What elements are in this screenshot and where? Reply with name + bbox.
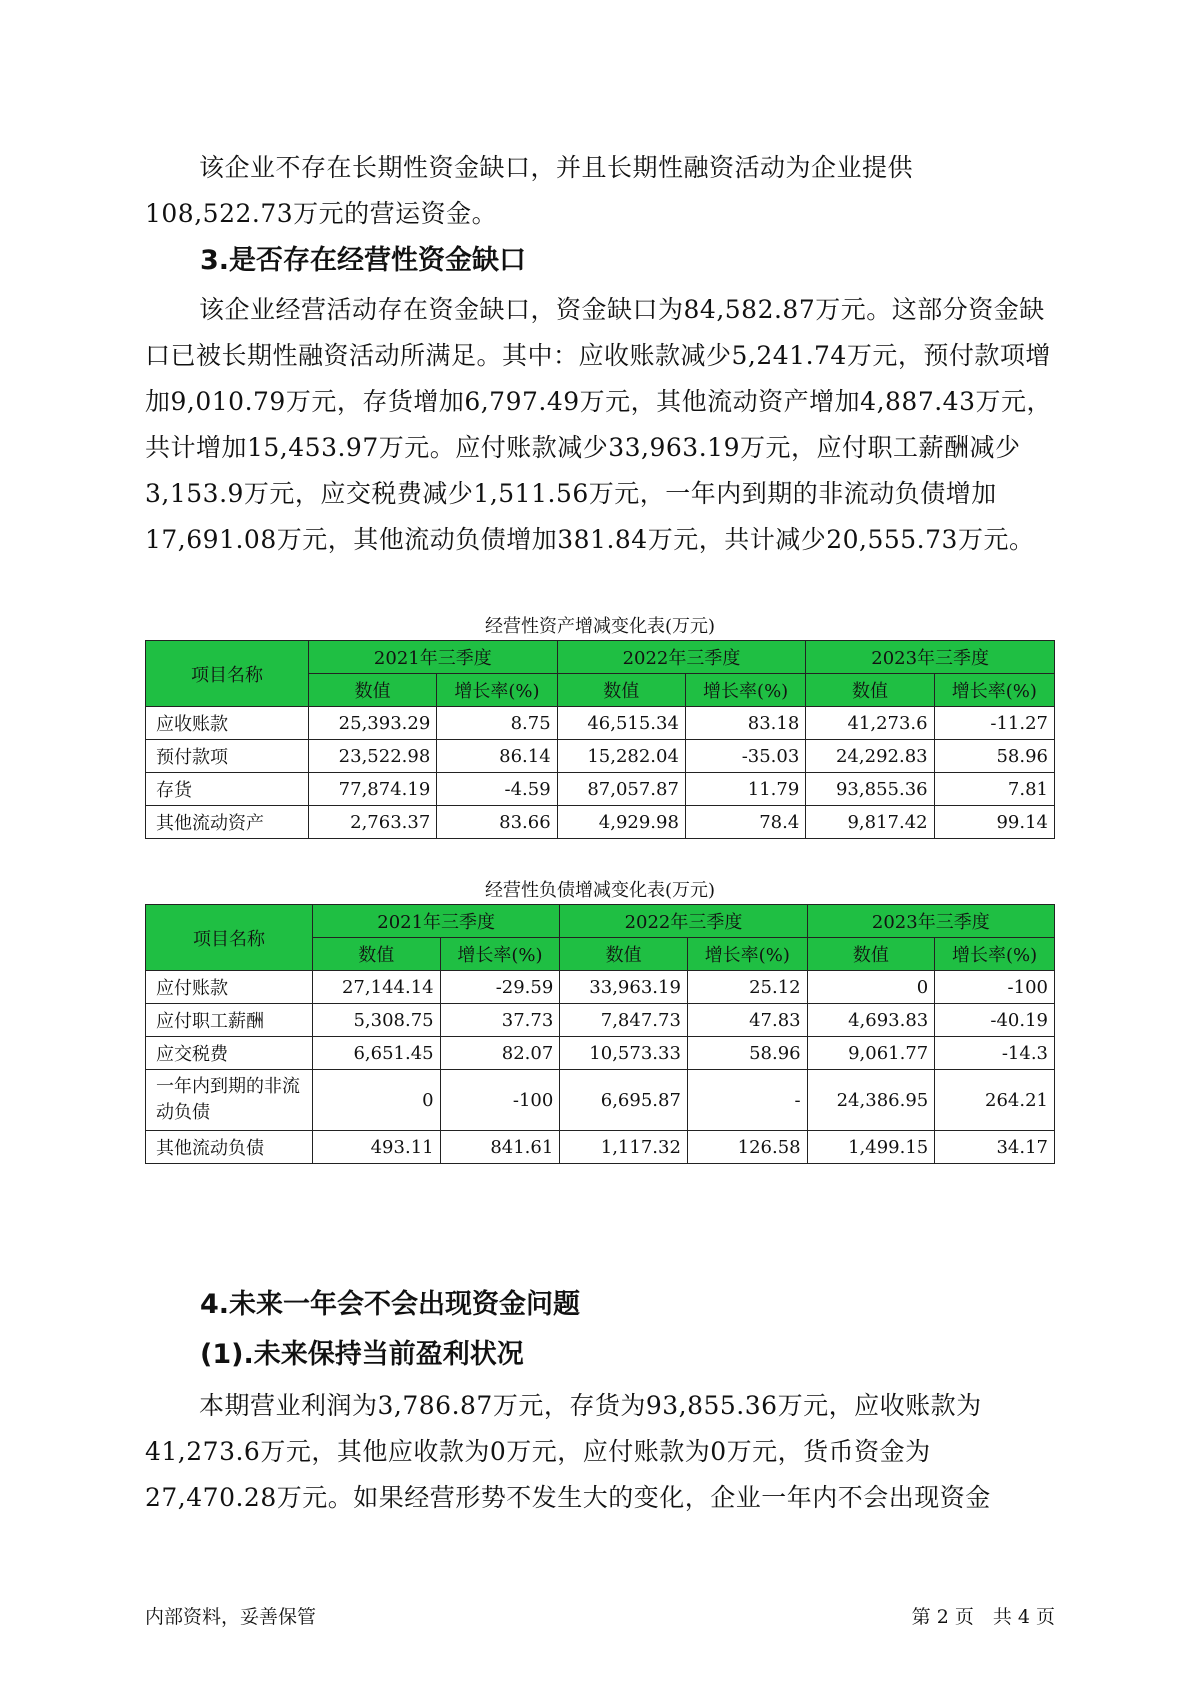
- period-header: 2022年三季度: [557, 641, 806, 674]
- table-cell: 8.75: [437, 707, 557, 740]
- table-cell: -29.59: [440, 971, 560, 1004]
- table-cell: 82.07: [440, 1037, 560, 1070]
- row-label: 应付账款: [146, 971, 313, 1004]
- heading-future-funding: 4.未来一年会不会出现资金问题: [200, 1289, 581, 1320]
- name-header: 项目名称: [146, 641, 309, 707]
- table-cell: 9,061.77: [807, 1037, 935, 1070]
- paragraph-current-profit: 本期营业利润为3,786.87万元，存货为93,855.36万元，应收账款为41,273.6万元，其他应收款为0万元，应付账款为0万元，货币资金为27,470.28万元。如果经营形势不发生大的变化，企业一年内不会出现资金: [145, 1391, 991, 1512]
- table-row: [146, 1070, 1055, 1131]
- table-cell: -4.59: [437, 773, 557, 806]
- growth-header: 增长率(%): [935, 938, 1055, 971]
- table-cell: 10,573.33: [560, 1037, 688, 1070]
- table-cell: 9,817.42: [806, 806, 934, 839]
- table-cell: 24,386.95: [807, 1070, 935, 1131]
- asset-table: [145, 640, 1055, 839]
- growth-header: 增长率(%): [934, 674, 1054, 707]
- paragraph-long-term-financing: 该企业不存在长期性资金缺口，并且长期性融资活动为企业提供108,522.73万元的营运资金。: [145, 153, 914, 228]
- subheading-current-profit: (1).未来保持当前盈利状况: [200, 1339, 524, 1370]
- table-cell: 126.58: [687, 1131, 807, 1164]
- table-cell: 99.14: [934, 806, 1054, 839]
- growth-header: 增长率(%): [687, 938, 807, 971]
- row-label: 其他流动负债: [146, 1131, 313, 1164]
- table-row: [146, 806, 1055, 839]
- row-label: 应付职工薪酬: [146, 1004, 313, 1037]
- table-cell: 83.66: [437, 806, 557, 839]
- table-cell: -100: [935, 971, 1055, 1004]
- table-cell: 7.81: [934, 773, 1054, 806]
- table-cell: 33,963.19: [560, 971, 688, 1004]
- row-label: 存货: [146, 773, 309, 806]
- table-cell: -11.27: [934, 707, 1054, 740]
- table-cell: 93,855.36: [806, 773, 934, 806]
- table-cell: 86.14: [437, 740, 557, 773]
- asset-table-caption: 经营性资产增减变化表(万元): [484, 616, 716, 637]
- table-cell: 4,693.83: [807, 1004, 935, 1037]
- table-cell: 6,651.45: [313, 1037, 441, 1070]
- paragraph-operating-gap: 该企业经营活动存在资金缺口，资金缺口为84,582.87万元。这部分资金缺口已被长期性融资活动所满足。其中：应收账款减少5,241.74万元，预付款项增加9,010.79万元，存货增加6,797.49万元，其他流动资产增加4,887.43万元，共计增加15,453.97万元。应付账款减少33,963.19万元，应付职工薪酬减少3,153.9万元，应交税费减少1,511.56万元，一年内到期的非流动负债增加17,691.08万元，其他流动负债增加381.84万元，共计减少20,555.73万元。: [145, 295, 1052, 554]
- table-row: [146, 1131, 1055, 1164]
- period-header: 2021年三季度: [309, 641, 558, 674]
- table-cell: 7,847.73: [560, 1004, 688, 1037]
- table-row: [146, 773, 1055, 806]
- table-cell: 58.96: [687, 1037, 807, 1070]
- row-label: 预付款项: [146, 740, 309, 773]
- table-cell: 0: [807, 971, 935, 1004]
- table-cell: 37.73: [440, 1004, 560, 1037]
- table-cell: 1,117.32: [560, 1131, 688, 1164]
- liability-table: [145, 904, 1055, 1164]
- footer-confidential: 内部资料，妥善保管: [145, 1606, 317, 1628]
- footer-page-number: 第 2 页 共 4 页: [911, 1606, 1055, 1628]
- table-cell: 25.12: [687, 971, 807, 1004]
- table-cell: 83.18: [685, 707, 805, 740]
- table-cell: 47.83: [687, 1004, 807, 1037]
- table-cell: 46,515.34: [557, 707, 685, 740]
- table-cell: 264.21: [935, 1070, 1055, 1131]
- growth-header: 增长率(%): [437, 674, 557, 707]
- table-cell: 5,308.75: [313, 1004, 441, 1037]
- table-cell: -40.19: [935, 1004, 1055, 1037]
- table-row: [146, 971, 1055, 1004]
- table-cell: 87,057.87: [557, 773, 685, 806]
- period-header: 2023年三季度: [806, 641, 1055, 674]
- row-label: 一年内到期的非流动负债: [146, 1070, 313, 1131]
- table-cell: 0: [313, 1070, 441, 1131]
- table-cell: 24,292.83: [806, 740, 934, 773]
- row-label: 其他流动资产: [146, 806, 309, 839]
- table-cell: -35.03: [685, 740, 805, 773]
- table-cell: 77,874.19: [309, 773, 437, 806]
- table-cell: 841.61: [440, 1131, 560, 1164]
- value-header: 数值: [806, 674, 934, 707]
- table-row: [146, 1037, 1055, 1070]
- period-header: 2022年三季度: [560, 905, 807, 938]
- value-header: 数值: [560, 938, 688, 971]
- row-label: 应交税费: [146, 1037, 313, 1070]
- table-cell: 23,522.98: [309, 740, 437, 773]
- table-row: [146, 740, 1055, 773]
- table-cell: 41,273.6: [806, 707, 934, 740]
- table-cell: 4,929.98: [557, 806, 685, 839]
- table-cell: 11.79: [685, 773, 805, 806]
- table-cell: 6,695.87: [560, 1070, 688, 1131]
- table-cell: 78.4: [685, 806, 805, 839]
- table-cell: 2,763.37: [309, 806, 437, 839]
- row-label: 应收账款: [146, 707, 309, 740]
- name-header: 项目名称: [146, 905, 313, 971]
- liability-table-caption: 经营性负债增减变化表(万元): [484, 880, 716, 901]
- table-cell: 34.17: [935, 1131, 1055, 1164]
- value-header: 数值: [807, 938, 935, 971]
- growth-header: 增长率(%): [440, 938, 560, 971]
- table-cell: -100: [440, 1070, 560, 1131]
- period-header: 2023年三季度: [807, 905, 1054, 938]
- growth-header: 增长率(%): [685, 674, 805, 707]
- period-header: 2021年三季度: [313, 905, 560, 938]
- table-row: [146, 707, 1055, 740]
- value-header: 数值: [557, 674, 685, 707]
- value-header: 数值: [309, 674, 437, 707]
- table-cell: 15,282.04: [557, 740, 685, 773]
- heading-operating-gap: 3.是否存在经营性资金缺口: [200, 245, 527, 276]
- value-header: 数值: [313, 938, 441, 971]
- table-cell: 25,393.29: [309, 707, 437, 740]
- table-cell: 58.96: [934, 740, 1054, 773]
- table-row: [146, 1004, 1055, 1037]
- table-cell: 493.11: [313, 1131, 441, 1164]
- table-cell: -14.3: [935, 1037, 1055, 1070]
- table-cell: -: [687, 1070, 807, 1131]
- table-cell: 1,499.15: [807, 1131, 935, 1164]
- table-cell: 27,144.14: [313, 971, 441, 1004]
